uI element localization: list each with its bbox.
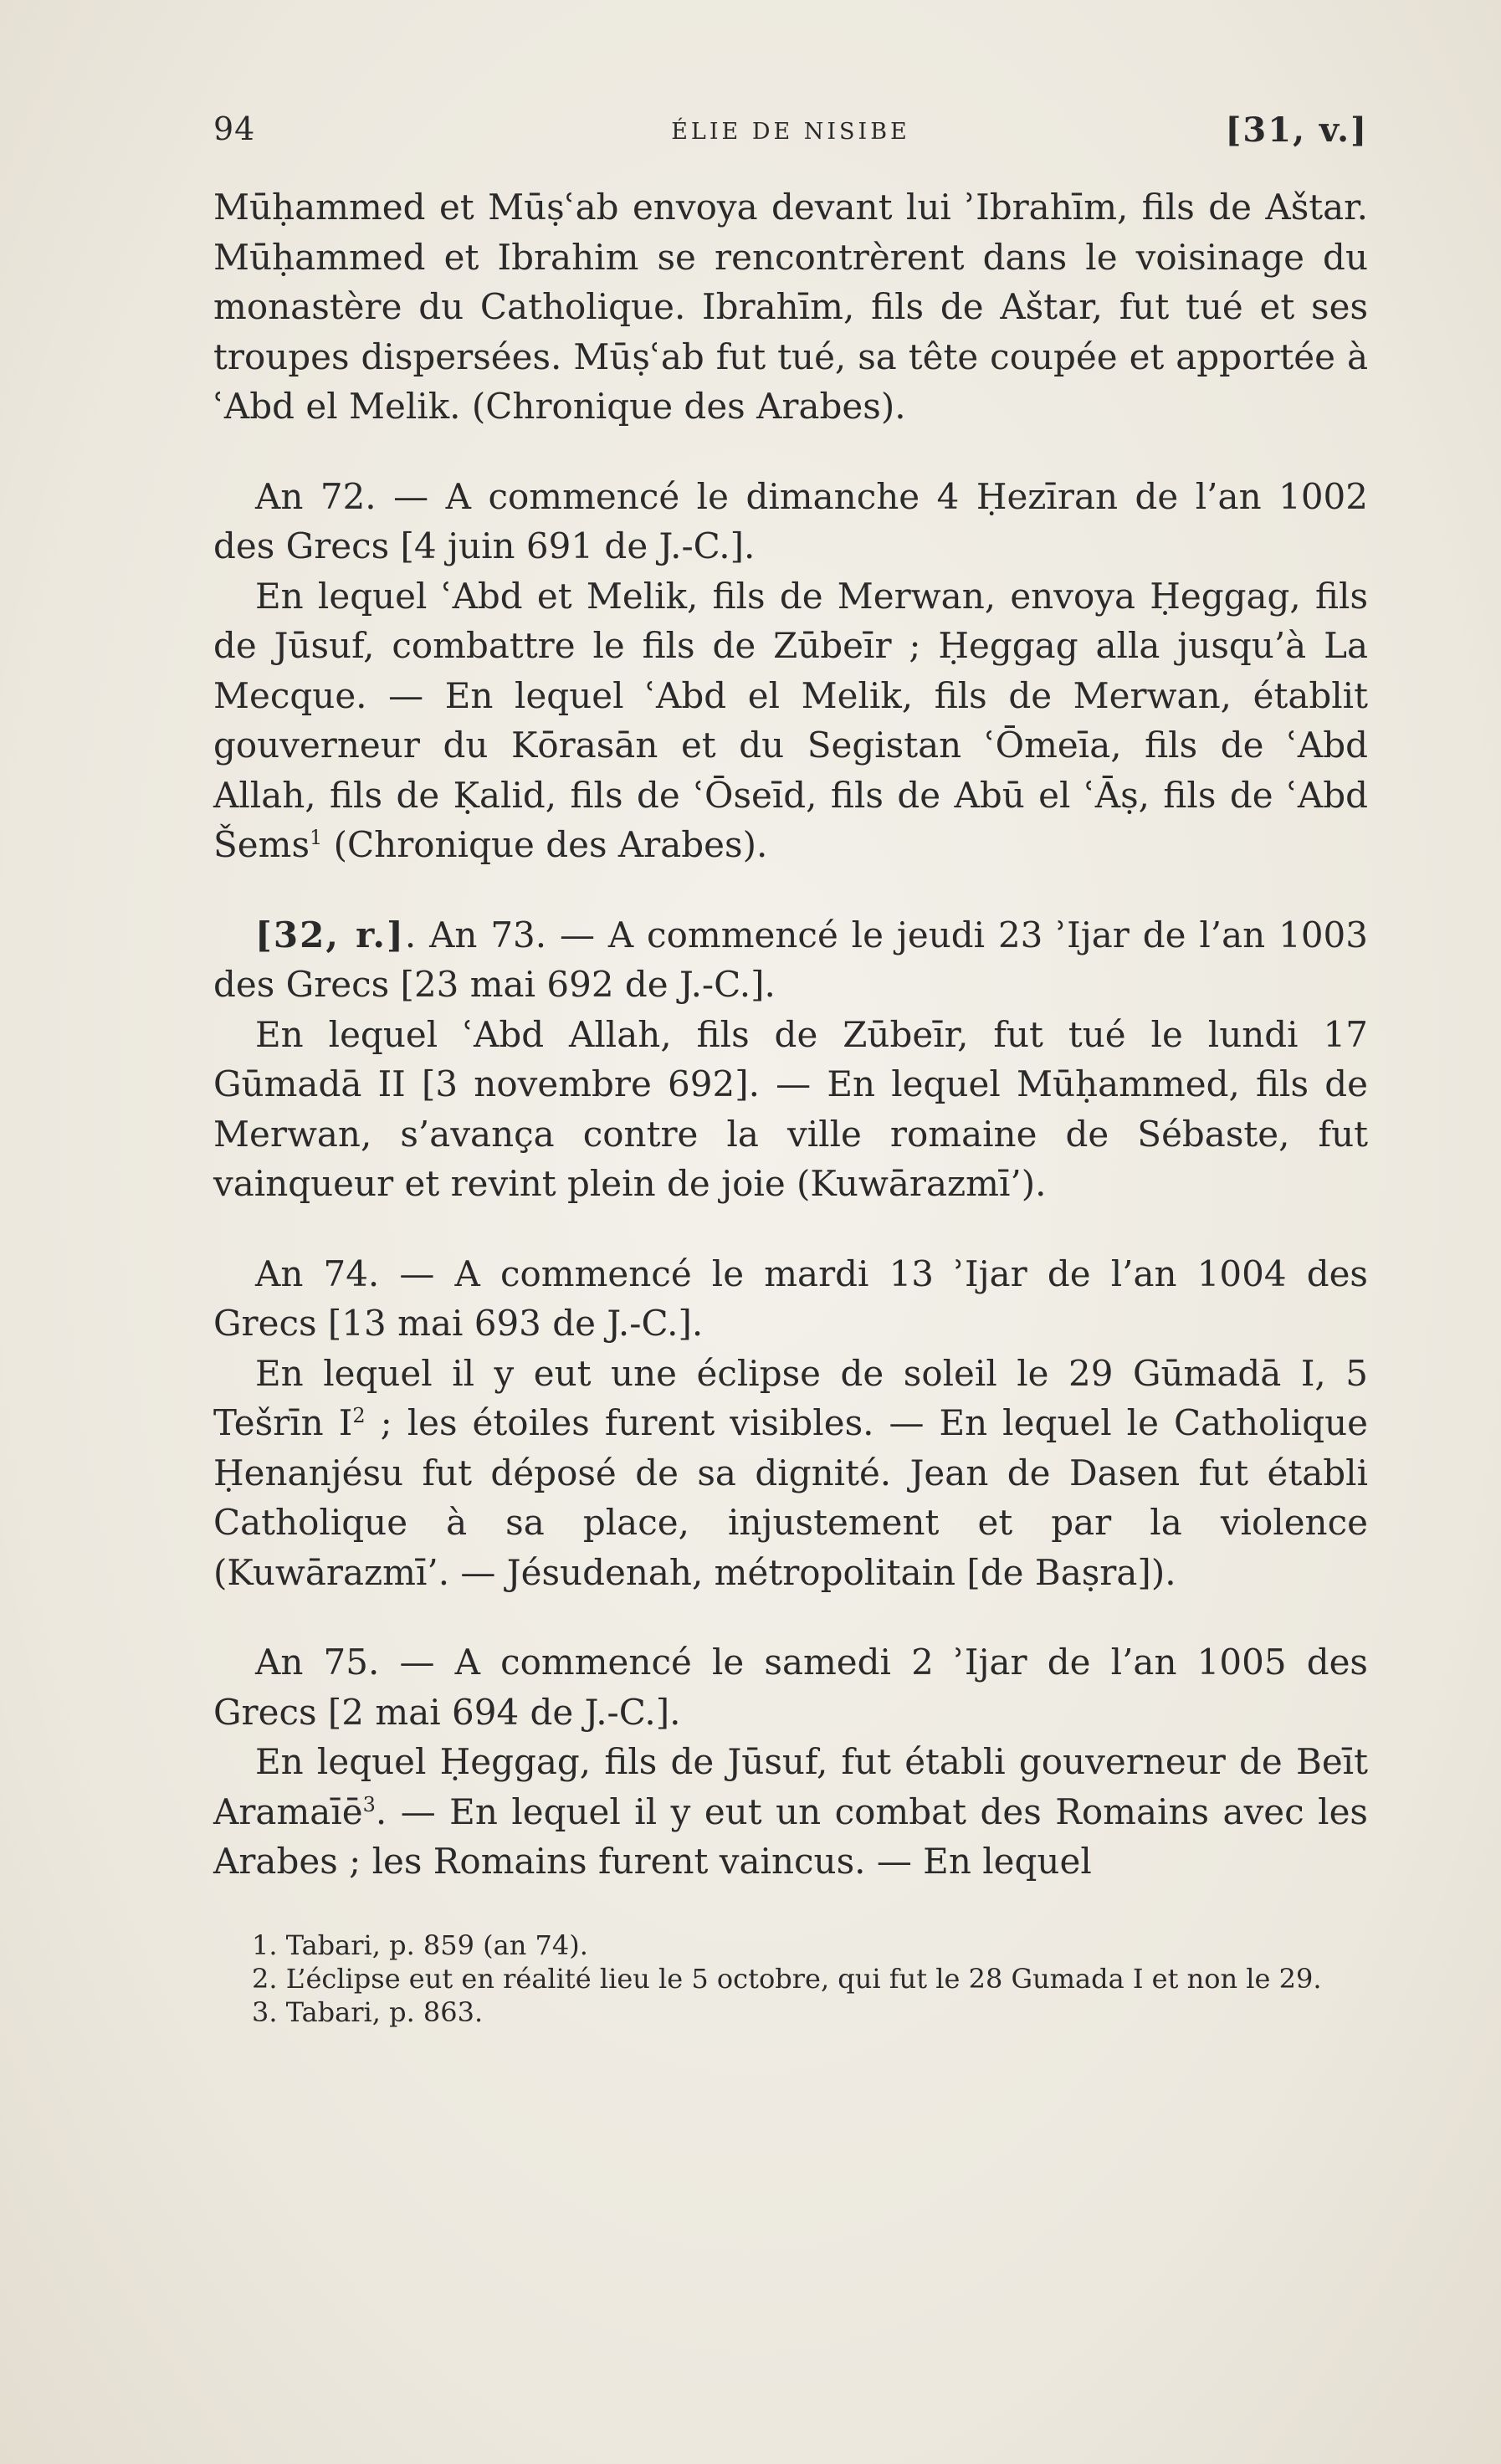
paragraph-year-heading: An 72. — A commencé le dimanche 4 Ḥezīran de l’an 1002 des Grecs [4 juin 691 de J.-C.].	[213, 475, 1368, 566]
folio-marker: [31, v.]	[1225, 110, 1368, 150]
footnote-ref: 1	[310, 826, 323, 849]
footnote-ref: 3	[362, 1792, 376, 1816]
paragraph-year-heading: [32, r.]. An 73. — A commencé le jeudi 23 ʾIjar de l’an 1003 des Grecs [23 mai 692 de J.-C.].	[213, 914, 1368, 1005]
paragraph: En lequel Ḥeggag, fils de Jūsuf, fut établi gouverneur de Beīt Aramaīē$^3$. — En lequel il y eut un combat des Romains avec les Arabes ; les Romains furent vaincus. — En lequel	[213, 1741, 1368, 1882]
footnotes	[213, 1929, 1368, 2029]
footnote-ref: 2	[352, 1404, 366, 1427]
running-title: ÉLIE DE NISIBE	[671, 119, 910, 145]
footnote: 2. L’éclipse eut en réalité lieu le 5 octobre, qui fut le 28 Gumada I et non le 29.	[252, 1963, 1322, 1995]
page-number: 94	[213, 110, 256, 147]
paragraph: En lequel ʿAbd et Melik, fils de Merwan, envoya Ḥeggag, fils de Jūsuf, combattre le fils de Zūbeīr ; Ḥeggag alla jusqu’à La Mecque. — En lequel ʿAbd el Melik, fils de Merwan, établit gouverneur du Kōrasān et du Segistan ʿŌmeīa, fils de ʿAbd Allah, fils de Ḳalid, fils de ʿŌseīd, fils de Abū el ʿĀṣ, fils de ʿAbd Šems$^1$ (Chronique des Arabes).	[213, 575, 1368, 865]
page-header	[213, 110, 1368, 161]
paragraph: En lequel il y eut une éclipse de soleil le 29 Gūmadā I, 5 Tešrīn $I^2$ ; les étoiles furent visibles. — En lequel le Catholique Ḥenanjésu fut déposé de sa dignité. Jean de Dasen fut établi Catholique à sa place, injustement et par la violence (Kuwārazmī’. — Jésudenah, métropolitain [de Baṣra]).	[213, 1352, 1368, 1593]
paragraph-year-heading: An 74. — A commencé le mardi 13 ʾIjar de l’an 1004 des Grecs [13 mai 693 de J.-C.].	[213, 1252, 1368, 1344]
folio-marker-inline: [32, r.]	[255, 914, 405, 955]
paragraph-year-heading: An 75. — A commencé le samedi 2 ʾIjar de l’an 1005 des Grecs [2 mai 694 de J.-C.].	[213, 1642, 1368, 1733]
main-text	[213, 182, 1368, 1887]
paragraph: En lequel ʿAbd Allah, fils de Zūbeīr, fut tué le lundi 17 Gūmadā II [3 novembre 692]. — En lequel Mūḥammed, fils de Merwan, s’avança contre la ville romaine de Sébaste, fut vainqueur et revint plein de joie (Kuwārazmī’).	[213, 1013, 1368, 1204]
paragraph: Mūḥammed et Mūṣʿab envoya devant lui ʾIbrahīm, fils de Aštar. Mūḥammed et Ibrahim se rencontrèrent dans le voisinage du monastère du Catholique. Ibrahīm, fils de Aštar, fut tué et ses troupes dispersées. Mūṣʿab fut tué, sa tête coupée et apportée à ʿAbd el Melik. (Chronique des Arabes).	[213, 187, 1368, 427]
footnote: 3. Tabari, p. 863.	[252, 1996, 484, 2028]
footnote: 1. Tabari, p. 859 (an 74).	[252, 1929, 588, 1961]
